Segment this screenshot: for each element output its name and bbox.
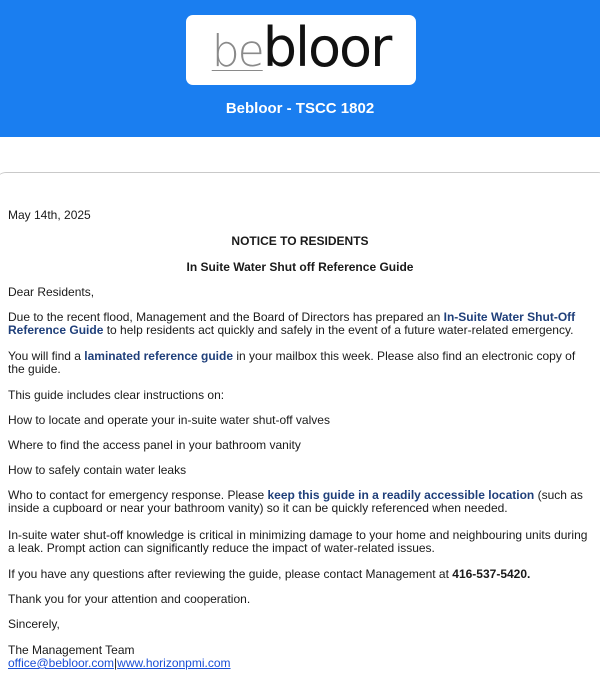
email-header-banner [0, 0, 600, 137]
notice-subheading: In Suite Water Shut off Reference Guide [186, 260, 414, 274]
notice-heading: NOTICE TO RESIDENTS [231, 234, 369, 248]
p1-text-after: to help residents act quickly and safely in the event of a future water-related emergency. [103, 323, 574, 337]
p1-text-before: Due to the recent flood, Management and the Board of Directors has prepared an [8, 310, 444, 324]
paragraph-guide-prepared [8, 311, 592, 337]
instruction-item-valves: How to locate and operate your in-suite water shut-off valves [8, 413, 330, 427]
instruction-item-contain-leaks: How to safely contain water leaks [8, 463, 187, 477]
p6-text-before: If you have any questions after reviewing the guide, please contact Management at [8, 567, 453, 581]
link-separator: | [114, 656, 118, 670]
logo-light-part: be [211, 26, 263, 77]
signature: The Management Team [8, 643, 135, 657]
p2-text-before: You will find a [8, 349, 85, 363]
greeting: Dear Residents, [8, 285, 95, 299]
contact-links [8, 657, 592, 670]
content-card-edge [0, 172, 600, 202]
email-link[interactable]: office@bebloor.com [8, 656, 115, 670]
p1-highlight: In-Suite Water Shut-Off Reference Guide [8, 310, 576, 337]
letter-date: May 14th, 2025 [8, 208, 91, 222]
p4-text-before: Who to contact for emergency response. Please [8, 488, 268, 502]
paragraph-laminated-guide [8, 350, 592, 376]
website-link[interactable]: www.horizonpmi.com [117, 656, 231, 670]
closing: Sincerely, [8, 617, 60, 631]
p4-highlight: keep this guide in a readily accessible location [267, 488, 535, 502]
building-title: Bebloor - TSCC 1802 [225, 100, 375, 117]
paragraph-emergency-contact [8, 489, 592, 515]
paragraph-shutoff-knowledge: In-suite water shut-off knowledge is critical in minimizing damage to your home and neighbouring units during a leak. Prompt action can significantly reduce the impact of water-related issues. [8, 528, 588, 555]
management-phone: 416-537-5420. [452, 567, 531, 581]
paragraph-thank-you: Thank you for your attention and cooperation. [8, 592, 251, 606]
paragraph-questions [8, 568, 592, 581]
logo-wordmark [211, 16, 391, 79]
bebloor-logo [186, 15, 416, 85]
p2-text-after: in your mailbox this week. Please also find an electronic copy of the guide. [8, 349, 576, 376]
logo-dark-part: bloor [262, 16, 391, 79]
p2-highlight: laminated reference guide [84, 349, 233, 363]
paragraph-instructions-intro: This guide includes clear instructions on: [8, 388, 225, 402]
p4-text-after: (such as inside a cupboard or near your bathroom vanity) so it can be quickly referenced when needed. [8, 488, 583, 515]
instruction-item-access-panel: Where to find the access panel in your bathroom vanity [8, 438, 301, 452]
